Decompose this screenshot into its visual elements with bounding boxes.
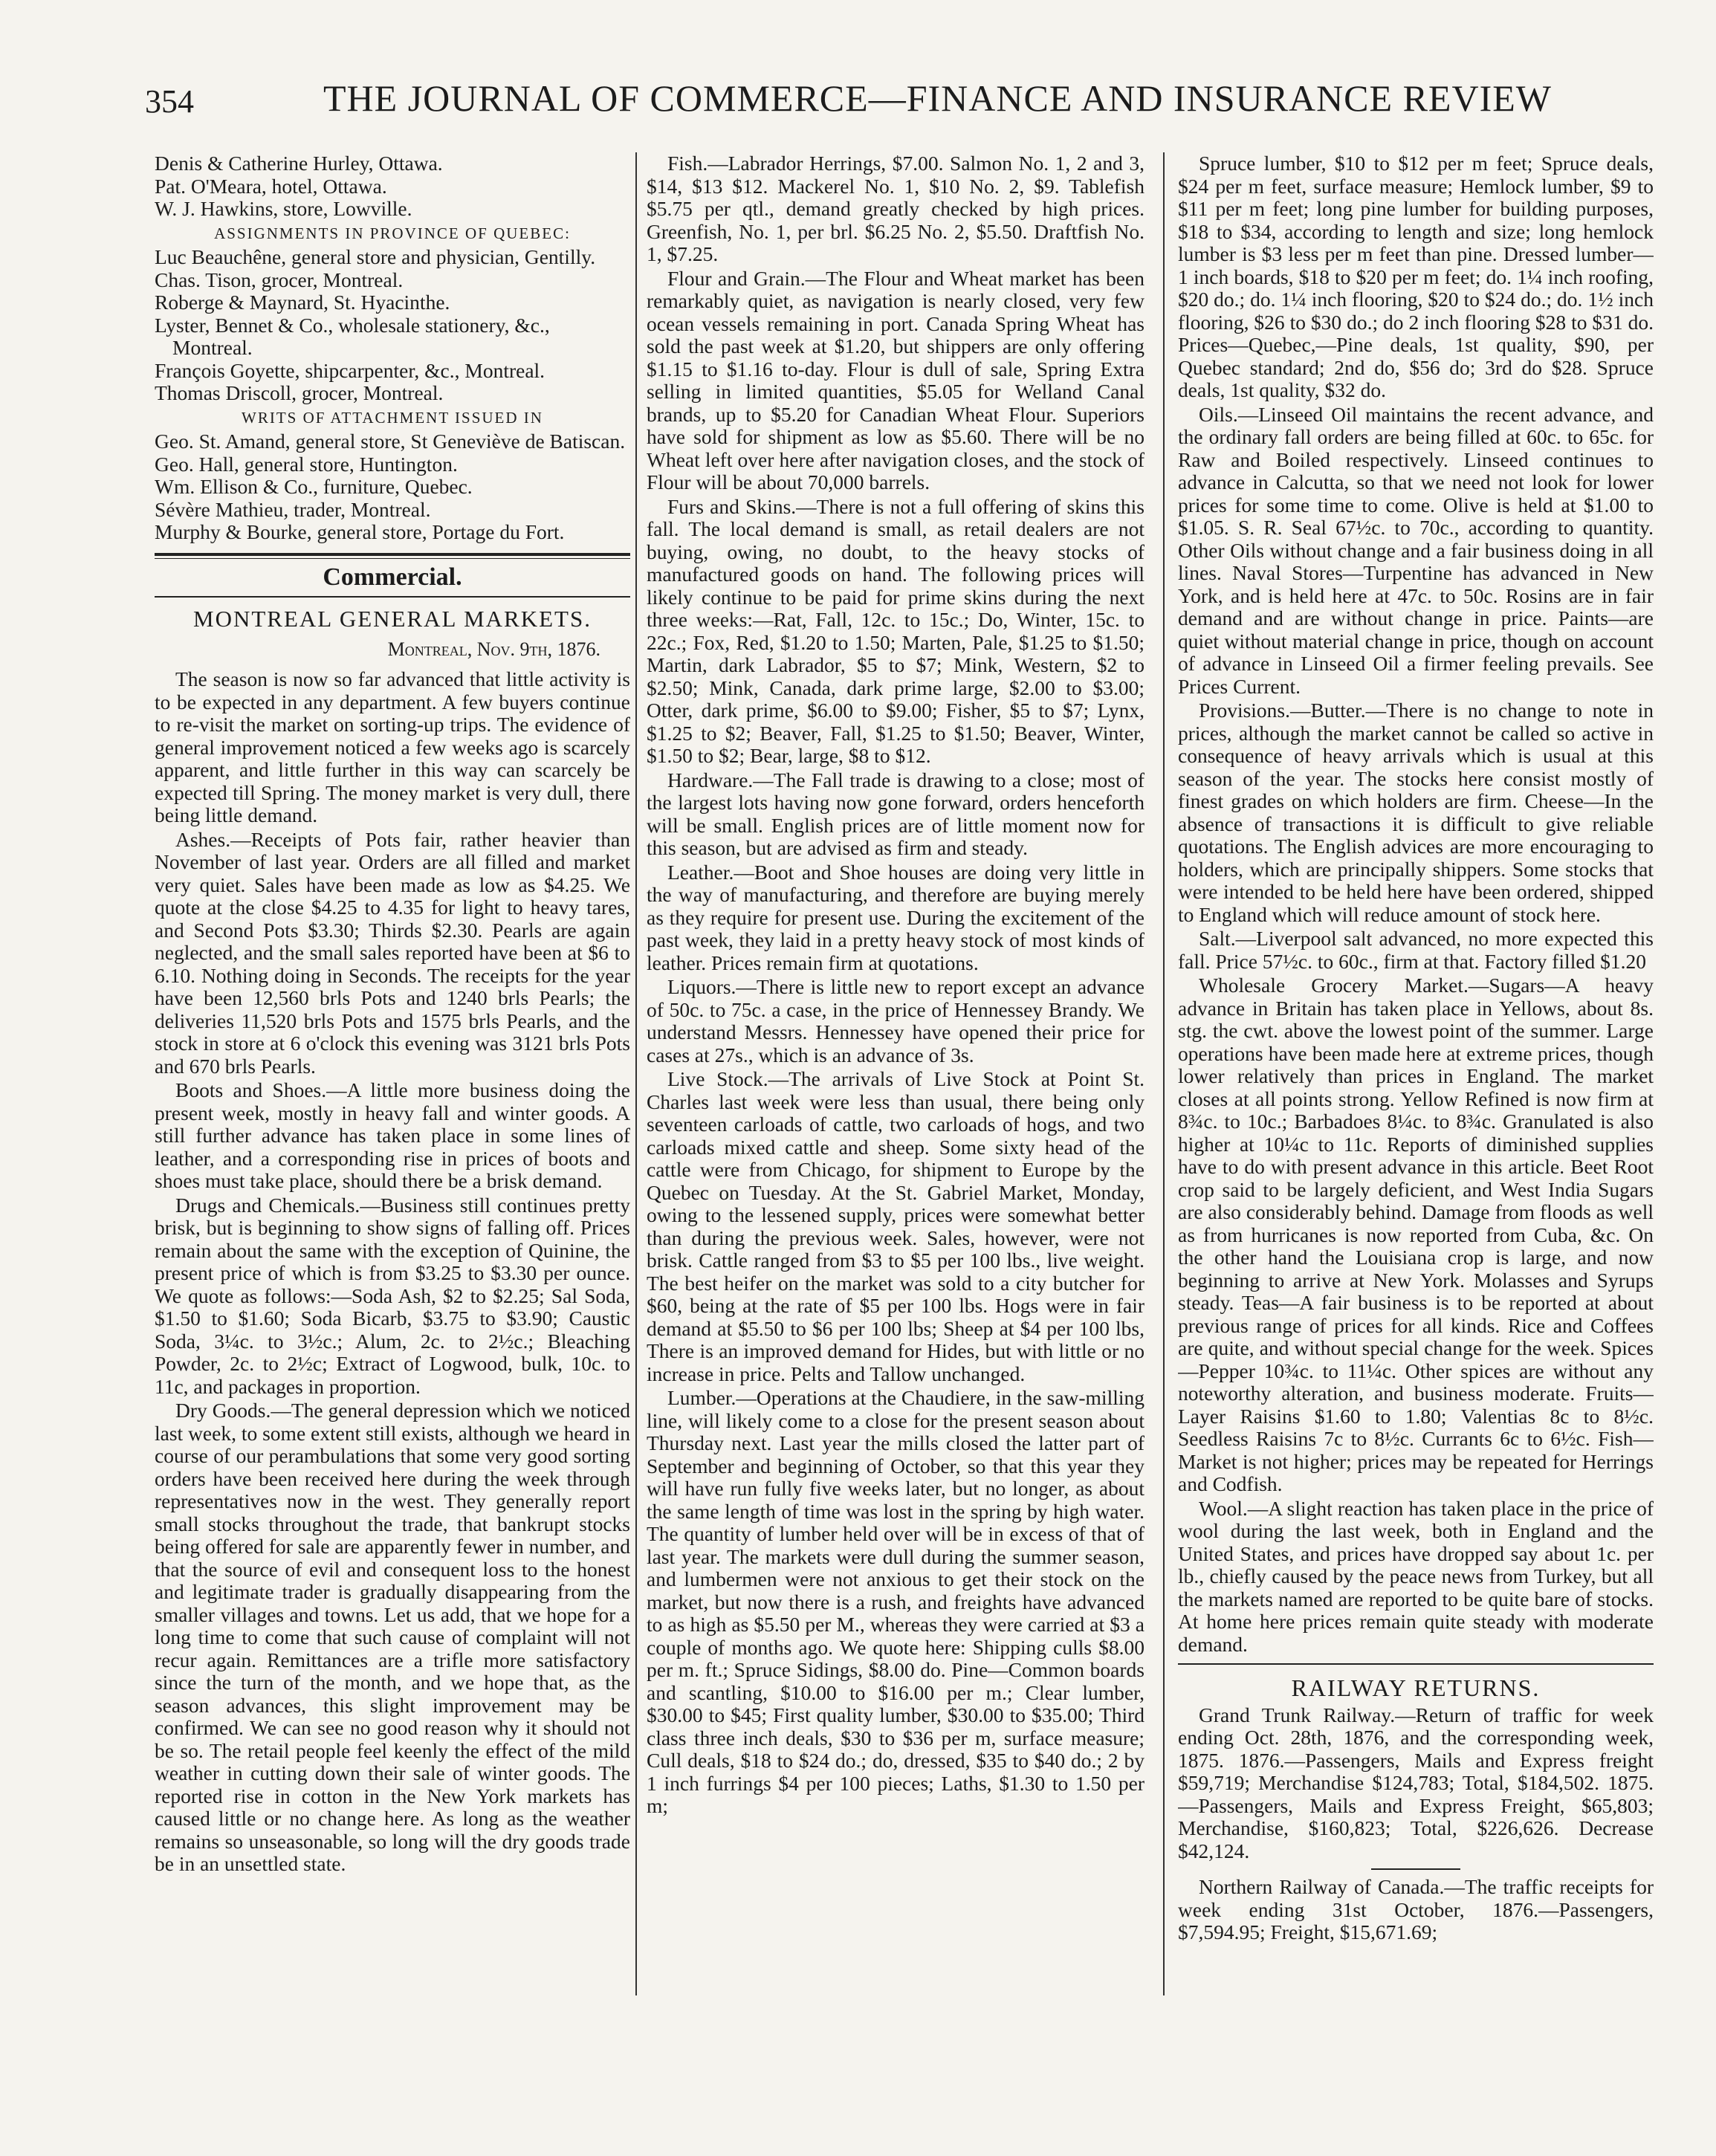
paragraph: Leather.—Boot and Shoe houses are doing very little in the way of manufacturing, and therefore are buying merely as they require for present use. During the excitement of the past week, they laid in a pretty heavy stock of most kinds of leather. Prices remain firm at quotations. <box>647 860 1144 974</box>
paragraph: Lumber.—Operations at the Chaudiere, in the saw-milling line, will likely come to a close for the present season about Thursday next. Last year the mills closed the latter part of September and beginning of October, so that this year they will have run fully five weeks later, but no longer, as about the same length of time was lost in the spring by high water. The quantity of lumber held over will be in excess of that of last year. The markets were dull during the summer season, and lumbermen were not anxious to get their stock on the market, but now there is a rush, and freights have advanced to as high as $5.50 per M., whereas they were carried at $3 a couple of months ago. We quote here: Shipping culls $8.00 per m. ft.; Spruce Sidings, $8.00 do. Pine—Common boards and scantling, $10.00 to $16.00 per m.; Clear lumber, $30.00 to $45; First quality lumber, $30.00 to $35.00; Third class three inch deals, $30 to $36 per m, surface measure; Cull deals, $18 to $24 do.; do, dressed, $35 to $40 do.; 2 by 1 inch furrings $4 per 100 pieces; Laths, $1.30 to 1.50 per m; <box>647 1386 1144 1817</box>
paragraph: Spruce lumber, $10 to $12 per m feet; Spruce deals, $24 per m feet, surface measure; Hemlock lumber, $9 to $11 per m feet; long pine lumber for building purposes, $18 to $34, according to length and size; long hemlock lumber is $3 less per m feet than pine. Dressed lumber—1 inch boards, $18 to $20 per m feet; do. 1¼ inch roofing, $20 do.; do. 1¼ inch flooring, $20 to $24 do.; do. 1½ inch flooring, $26 to $30 do.; do 2 inch flooring $28 to $31 do. Prices—Quebec,—Pine deals, 1st quality, $90, per Quebec standard; 2nd do, $56 do; 3rd do $28. Spruce deals, 1st quality, $32 do. <box>1178 152 1654 401</box>
list-item: Chas. Tison, grocer, Montreal. <box>155 268 404 291</box>
list-item: Geo. St. Amand, general store, St Geneviève de Batiscan. <box>155 430 626 453</box>
list-item: Roberge & Maynard, St. Hyacinthe. <box>155 291 450 314</box>
paragraph: Wool.—A slight reaction has taken place in the price of wool during the last week, both in England and the United States, and prices have dropped say about 1c. per lb., chiefly caused by the peace news from Turkey, but all the markets named are reported to be quite bare of stocks. At home here prices remain quite steady with moderate demand. <box>1178 1496 1654 1656</box>
list-item: Lyster, Bennet & Co., wholesale stationery, &c., Montreal. <box>155 313 550 359</box>
railway-returns-title: RAILWAY RETURNS. <box>1291 1674 1541 1701</box>
list-item: Pat. O'Meara, hotel, Ottawa. <box>155 174 387 198</box>
paragraph: Grand Trunk Railway.—Return of traffic for week ending Oct. 28th, 1876, and the corresponding week, 1875. 1876.—Passengers, Mails and Express freight $59,719; Merchandise $124,783; Total, $184,502. 1875.—Passengers, Mails and Express Freight, $65,803; Merchandise, $160,823; Total, $226,626. Decrease $42,124. <box>1178 1703 1654 1862</box>
left-column <box>155 152 630 2040</box>
right-column <box>1178 152 1654 2040</box>
paragraph: Ashes.—Receipts of Pots fair, rather heavier than November of last year. Orders are all filled and market very quiet. Sales have been made as low as $4.25. We quote at the close $4.25 to 4.35 for light to heavy tares, and Second Pots $3.30; Thirds $2.30. Pearls are again neglected, and the small sales reported have been at $6 to 6.10. Nothing doing in Seconds. The receipts for the year have been 12,560 brls Pots and 1240 brls Pearls; the deliveries 11,520 brls Pots and 1575 brls Pearls, and the stock in store at 6 o'clock this evening was 3121 brls Pots and 670 brls Pearls. <box>155 827 630 1078</box>
paragraph: Salt.—Liverpool salt advanced, no more expected this fall. Price 57½c. to 60c., firm at that. Factory filled $1.20 <box>1178 927 1654 973</box>
list-item: Murphy & Bourke, general store, Portage du Fort. <box>155 520 565 543</box>
paragraph: Oils.—Linseed Oil maintains the recent advance, and the ordinary fall orders are being filled at 60c. to 65c. for Raw and Boiled respectively. Linseed continues to advance in Calcutta, so that we need not look for lower prices for some time to come. Olive is held at $1.00 to $1.05. S. R. Seal 67½c. to 70c., according to quantity. Other Oils without change and a fair business doing in all lines. Naval Stores—Turpentine has advanced in New York, and is held here at 47c. to 50c. Rosins are in fair demand and are without change in price. Paints—are quiet without material change in price, though on account of advance in Linseed Oil a firmer feeling prevails. See Prices Current. <box>1178 402 1654 698</box>
paragraph: Wholesale Grocery Market.—Sugars—A heavy advance in Britain has taken place in Yellows, about 8s. stg. the cwt. above the lowest point of the summer. Large operations have been made here at extreme prices, though lower relatively than prices in England. The market closes at all points strong. Yellow Refined is now firm at 8¾c. to 10c.; Barbadoes 8¼c. to 8¾c. Granulated is also higher at 10¼c to 11c. Reports of diminished supplies have to do with present advance in this article. Beet Root crop said to be largely deficient, and West India Sugars are also considerably behind. Damage from floods as well as from hurricanes is now reported from Cuba, &c. On the other hand the Louisiana crop is large, and now beginning to arrive at New York. Molasses and Syrups steady. Teas—A fair business is to be reported at about previous range of prices for all kinds. Rice and Coffees are quite, and without special change for the week. Spices—Pepper 10¾c. to 11¼c. Other spices are without any noteworthy alteration, and business moderate. Fruits—Layer Raisins $1.60 to 1.80; Valentias 8c to 8½c. Seedless Raisins 7c to 8½c. Currants 6c to 6½c. Fish—Market is not higher; prices may be repeated for Herrings and Codfish. <box>1178 974 1654 1495</box>
middle-column <box>647 152 1144 2040</box>
paragraph: Boots and Shoes.—A little more business doing the present week, mostly in heavy fall and winter goods. A still further advance has taken place in some lines of leather, and a corresponding rise in prices of boots and shoes must take place, should there be a brisk demand. <box>155 1078 630 1192</box>
paragraph: Provisions.—Butter.—There is no change to note in prices, although the market cannot be called so active in consequence of heavy arrivals which is usual at this season of the year. The stocks here consist mostly of finest grades on which holders are firm. Cheese—In the absence of transactions it is difficult to give reliable quotations. The English advices are more encouraging to holders, which are principally shippers. Some stocks that were intended to be held here have been ordered, shipped to England which will reduce amount of stock here. <box>1178 699 1654 926</box>
list-item: Sévère Mathieu, trader, Montreal. <box>155 497 431 521</box>
dateline: Montreal, Nov. 9th, 1876. <box>387 638 600 660</box>
quebec-assignments-heading: ASSIGNMENTS IN PROVINCE OF QUEBEC: <box>214 224 571 242</box>
section-rule <box>1371 1868 1460 1870</box>
paragraph: Live Stock.—The arrivals of Live Stock at Point St. Charles last week were less than usual, there being only seventeen carloads of cattle, two carloads of hogs, and two carloads mixed cattle and sheep. Some sixty head of the cattle were from Chicago, for shipment to Europe by the Quebec on Tuesday. At the St. Gabriel Market, Monday, owing to the lessened supply, prices were somewhat better than during the previous week. Sales, however, were not brisk. Cattle ranged from $3 to $5 per 100 lbs., live weight. The best heifer on the market was sold to a city butcher for $60, being at the rate of $5 per 100 lbs. Hogs were in fair demand at $5.50 to $6 per 100 lbs; Sheep at $4 per 100 lbs, There is an improved demand for Hides, but with little or no increase in price. Pelts and Tallow unchanged. <box>647 1067 1144 1385</box>
list-item: Luc Beauchêne, general store and physician, Gentilly. <box>155 245 596 268</box>
list-item: Thomas Driscoll, grocer, Montreal. <box>155 381 444 404</box>
column-divider <box>635 152 637 1995</box>
list-item: W. J. Hawkins, store, Lowville. <box>155 197 412 220</box>
list-item: Wm. Ellison & Co., furniture, Quebec. <box>155 475 473 498</box>
paragraph: Flour and Grain.—The Flour and Wheat market has been remarkably quiet, as navigation is nearly closed, very few ocean vessels remaining in port. Canada Spring Wheat has sold the past week at $1.20, but shippers are only offering $1.15 to $1.16 to-day. Flour is dull of sale, Spring Extra selling in limited quantities, $5.05 for Welland Canal brands, up to $5.20 for Canadian Wheat Flour. Superiors have sold for shipment as low as $5.60. There will be no Wheat left over here after navigation closes, and the stock of Flour will be about 70,000 barrels. <box>647 266 1144 493</box>
paragraph: Dry Goods.—The general depression which we noticed last week, to some extent still exists, although we heard in course of our perambulations that some very good sorting orders have been received here during the week through representatives now in the west. They generally report small stocks throughout the trade, that bankrupt stocks being offered for sale are apparently fewer in number, and that the source of evil and consequent loss to the honest and legitimate trader is gradually disappearing from the smaller villages and towns. Let us add, that we hope for a long time to come that such cause of complaint will not recur again. Remittances are a trifle more satisfactory since the turn of the month, and we hope that, as the season advances, this slight improvement may be confirmed. We can see no good reason why it should not be so. The retail people feel keenly the effect of the mild weather in cutting down their sale of winter goods. The reported rise in cotton in the New York markets has caused little or no change here. As long as the weather remains so unseasonable, so long will the dry goods trade be in an unsettled state. <box>155 1399 630 1875</box>
paragraph: Liquors.—There is little new to report except an advance of 50c. to 75c. a case, in the price of Hennessey Brandy. We understand Messrs. Hennessey have opened their price for cases at 27s., which is an advance of 3s. <box>647 975 1144 1066</box>
section-rule <box>1178 1663 1654 1665</box>
list-item: François Goyette, shipcarpenter, &c., Montreal. <box>155 358 545 382</box>
running-title: THE JOURNAL OF COMMERCE—FINANCE AND INSURANCE REVIEW <box>323 77 1552 119</box>
paragraph: Drugs and Chemicals.—Business still continues pretty brisk, but is beginning to show signs of falling off. Prices remain about the same with the exception of Quinine, the present price of which is from $3.25 to $3.30 per ounce. We quote as follows:—Soda Ash, $2 to $2.25; Sal Soda, $1.50 to $1.60; Soda Bicarb, $3.75 to $3.90; Caustic Soda, 3¼c. to 3½c.; Alum, 2c. to 2½c.; Bleaching Powder, 2c. to 2½c; Extract of Logwood, bulk, 10c. to 11c, and packages in proportion. <box>155 1193 630 1398</box>
list-item: Denis & Catherine Hurley, Ottawa. <box>155 152 443 175</box>
column-divider <box>1163 152 1165 1995</box>
page-header <box>145 71 1598 130</box>
paragraph: Fish.—Labrador Herrings, $7.00. Salmon No. 1, 2 and 3, $14, $13 $12. Mackerel No. 1, $10 No. 2, $9. Tablefish $5.75 per qtl., demand greatly checked by high prices. Greenfish, No. 1, per brl. $6.25 No. 2, $5.50. Draftfish No. 1, $7.25. <box>647 152 1144 265</box>
paragraph: Hardware.—The Fall trade is drawing to a close; most of the largest lots having now gone forward, orders henceforth will be small. English prices are of little moment now for this season, but are advised as firm and steady. <box>647 768 1144 859</box>
article-title: MONTREAL GENERAL MARKETS. <box>193 606 592 632</box>
paragraph: Northern Railway of Canada.—The traffic receipts for week ending 31st October, 1876.—Passengers, $7,594.95; Freight, $15,671.69; <box>1178 1875 1654 1943</box>
writs-heading: WRITS OF ATTACHMENT ISSUED IN <box>242 408 543 427</box>
paragraph: Furs and Skins.—There is not a full offering of skins this fall. The local demand is small, as retail dealers are not buying, owing, no doubt, to the heavy stocks of manufactured goods on hand. The following prices will likely continue to be paid for prime skins during the next three weeks:—Rat, Fall, 12c. to 15c.; Do, Winter, 15c. to 22c.; Fox, Red, $1.20 to 1.50; Marten, Pale, $1.25 to $1.50; Martin, dark Labrador, $5 to $7; Mink, Western, $2 to $2.50; Mink, Canada, dark prime large, $2.00 to $3.00; Otter, dark prime, $6.00 to $9.00; Fisher, $5 to $7; Lynx, $1.25 to $2; Beaver, Fall, $1.25 to $1.50; Beaver, Winter, $1.50 to $2; Bear, large, $8 to $12. <box>647 494 1144 767</box>
list-item: Geo. Hall, general store, Huntington. <box>155 452 458 476</box>
department-heading: Commercial. <box>323 563 462 591</box>
page-number: 354 <box>145 83 194 120</box>
section-rule <box>155 553 630 559</box>
paragraph: The season is now so far advanced that little activity is to be expected in any department. A few buyers continue to re-visit the market on sorting-up trips. The evidence of general improvement noticed a few weeks ago is scarcely apparent, and little further in this way can scarcely be expected till Spring. The money market is very dull, there being little demand. <box>155 667 630 826</box>
section-rule <box>155 596 630 598</box>
